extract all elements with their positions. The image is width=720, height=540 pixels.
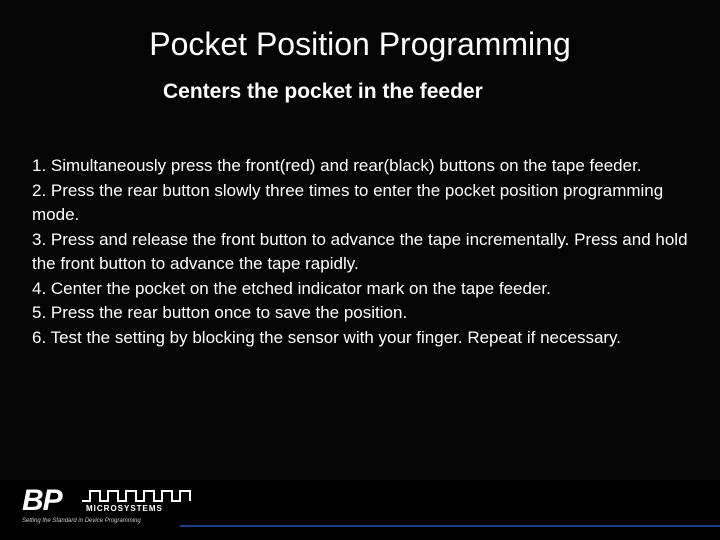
step-4: 4. Center the pocket on the etched indicator mark on the tape feeder. [32, 278, 551, 298]
company-logo [22, 486, 182, 530]
slide-subtitle: Centers the pocket in the feeder [163, 80, 483, 103]
logo-tagline: Setting the Standard in Device Programming [22, 518, 141, 524]
logo-wave-icon [82, 489, 192, 503]
footer-bar [0, 480, 720, 540]
step-3: 3. Press and release the front button to advance the tape incrementally. Press and hold the front button to advance the tape rapidly. [32, 229, 688, 273]
step-5: 5. Press the rear button once to save the position. [32, 303, 408, 322]
step-1: 1. Simultaneously press the front(red) and rear(black) buttons on the tape feeder. [32, 156, 642, 175]
logo-mark: BP [22, 484, 62, 517]
step-6: 6. Test the setting by blocking the sensor with your finger. Repeat if necessary. [32, 327, 622, 347]
steps-list [32, 154, 692, 350]
logo-name: MICROSYSTEMS [86, 504, 163, 513]
step-2: 2. Press the rear button slowly three times to enter the pocket position programming mode. [32, 180, 664, 224]
slide-title: Pocket Position Programming [149, 26, 571, 62]
footer-divider [180, 525, 720, 527]
